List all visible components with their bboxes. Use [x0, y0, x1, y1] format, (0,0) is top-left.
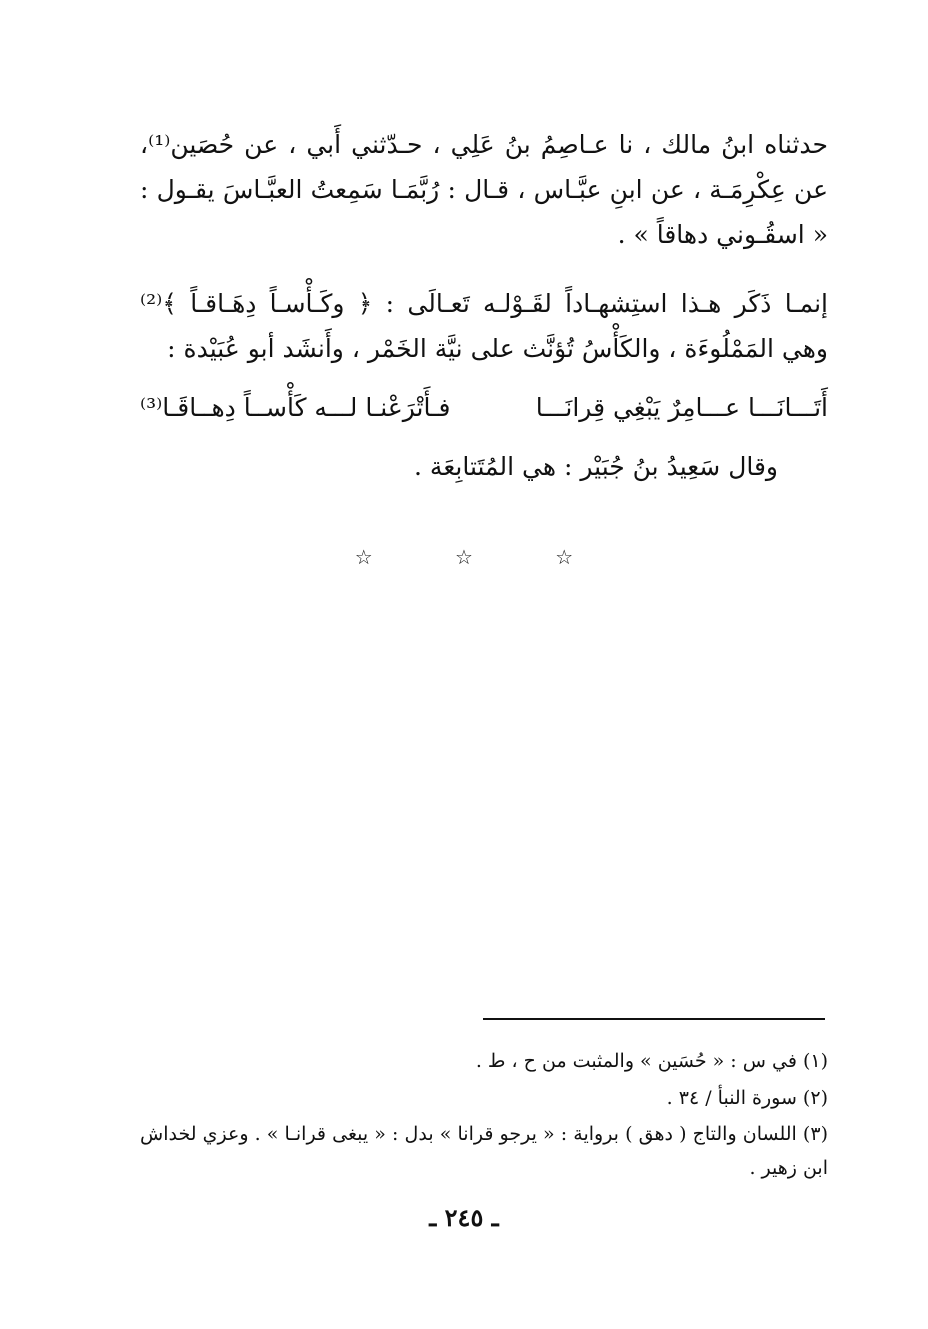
footnote-3: (٣) اللسان والتاج ( دهق ) برواية : « يرجو قرانا » بدل : « يبغى قرانـا » . وعزي لخداش ابن زهير . — [140, 1123, 828, 1179]
verse-hemistich-right: أَتَـــانَـــا عـــامِرٌ يَبْغِي قِرانَـــا — [535, 393, 828, 422]
footnote-2: (٢) سورة النبأ / ٣٤ . — [666, 1087, 828, 1109]
section-separator-stars: ☆ ☆ ☆ — [354, 545, 612, 569]
paragraph-said-ibn-jubayr: وقال سَعِيدُ بنُ جُبَيْر : هي المُتَتابِعَة . — [414, 452, 778, 481]
verse-hemistich-left: فـأَتْرَعْنـا لـــه كَأْســاً دِهــاقَـا⁽³⁾ — [140, 393, 451, 422]
poetry-verse — [140, 385, 828, 430]
paragraph-commentary: إنمـا ذَكَر هـذا استِشهـاداً لقَـوْلـه تَعـالَى : ﴿ وكَـأْسـاً دِهَـاقـاً ﴾⁽²⁾ وهي المَمْلُوءَة ، والكَأْسُ تُؤنَّث على نيَّة الخَمْر ، وأَنشَد أبو عُبَيْدة : — [140, 289, 828, 363]
page-number: ـ ٢٤٥ ـ — [429, 1203, 499, 1232]
footnote-1: (١) في س : « حُسَين » والمثبت من ح ، ط . — [475, 1050, 828, 1072]
paragraph-hadith: حدثناه ابنُ مالك ، نا عـاصِمُ بنُ عَلِي ، حـدّثني أَبي ، عن حُصَين⁽¹⁾، عن عِكْرِمَـة ، عن ابنِ عبَّـاس ، قـال : رُبَّمَـا سَمِعتُ العبَّـاسَ يقـول : « اسقُـوني دهاقاً » . — [140, 130, 828, 249]
footnote-divider — [483, 1018, 825, 1020]
